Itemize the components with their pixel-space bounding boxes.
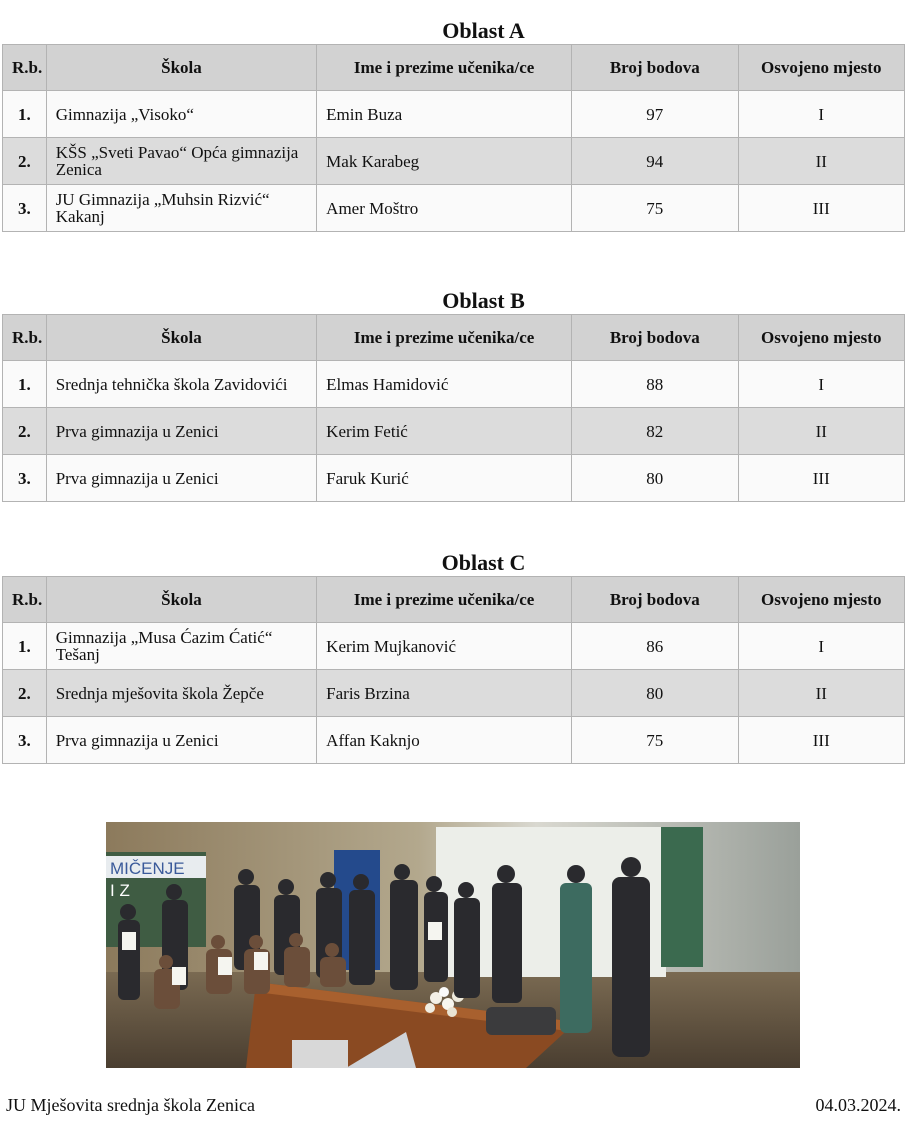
- cell-bodovi: 86: [572, 623, 738, 670]
- section-title: Oblast C: [441, 550, 526, 575]
- cell-ime: Amer Moštro: [317, 185, 572, 232]
- cell-mjesto: I: [738, 361, 905, 408]
- results-table: [2, 44, 905, 232]
- cell-rb: 3.: [3, 185, 47, 232]
- section-title: Oblast A: [442, 18, 525, 43]
- footer-date: 04.03.2024.: [815, 1095, 901, 1115]
- cell-mjesto: II: [738, 670, 905, 717]
- cell-skola: JU Gimnazija „Muhsin Rizvić“ Kakanj: [46, 185, 316, 232]
- table-header-row: [3, 45, 905, 91]
- cell-mjesto: I: [738, 91, 905, 138]
- cell-rb: 2.: [3, 138, 47, 185]
- header-bodovi: Broj bodova: [572, 45, 738, 91]
- cell-mjesto: III: [738, 717, 905, 764]
- table-header-row: [3, 577, 905, 623]
- cell-rb: 3.: [3, 717, 47, 764]
- header-bodovi: Broj bodova: [572, 577, 738, 623]
- section-title: Oblast B: [442, 288, 525, 313]
- banner-text-2: I Z: [110, 881, 130, 900]
- section-oblast-a: [2, 18, 905, 232]
- table-row: [3, 408, 905, 455]
- table-row: [3, 185, 905, 232]
- cell-ime: Faruk Kurić: [317, 455, 572, 502]
- section-oblast-c: [2, 550, 905, 764]
- table-row: [3, 91, 905, 138]
- header-rb: R.b.: [3, 577, 47, 623]
- table-row: [3, 361, 905, 408]
- cell-mjesto: III: [738, 185, 905, 232]
- header-skola: Škola: [46, 315, 316, 361]
- cell-bodovi: 75: [572, 185, 738, 232]
- header-ime: Ime i prezime učenika/ce: [317, 577, 572, 623]
- cell-ime: Affan Kaknjo: [317, 717, 572, 764]
- cell-ime: Faris Brzina: [317, 670, 572, 717]
- results-table: [2, 314, 905, 502]
- cell-skola: Srednja mješovita škola Žepče: [46, 670, 316, 717]
- header-rb: R.b.: [3, 315, 47, 361]
- header-ime: Ime i prezime učenika/ce: [317, 315, 572, 361]
- cell-mjesto: I: [738, 623, 905, 670]
- cell-skola: Gimnazija „Visoko“: [46, 91, 316, 138]
- header-ime: Ime i prezime učenika/ce: [317, 45, 572, 91]
- cell-rb: 1.: [3, 91, 47, 138]
- cell-skola: Prva gimnazija u Zenici: [46, 455, 316, 502]
- header-mjesto: Osvojeno mjesto: [738, 45, 905, 91]
- cell-rb: 2.: [3, 408, 47, 455]
- cell-rb: 1.: [3, 361, 47, 408]
- header-mjesto: Osvojeno mjesto: [738, 577, 905, 623]
- cell-bodovi: 80: [572, 670, 738, 717]
- header-skola: Škola: [46, 45, 316, 91]
- cell-skola: Prva gimnazija u Zenici: [46, 717, 316, 764]
- results-table: [2, 576, 905, 764]
- footer-school: JU Mješovita srednja škola Zenica: [6, 1095, 255, 1115]
- cell-skola: Srednja tehnička škola Zavidovići: [46, 361, 316, 408]
- table-row: [3, 138, 905, 185]
- table-row: [3, 717, 905, 764]
- table-row: [3, 670, 905, 717]
- cell-rb: 1.: [3, 623, 47, 670]
- group-photo: [106, 822, 800, 1068]
- cell-bodovi: 75: [572, 717, 738, 764]
- header-rb: R.b.: [3, 45, 47, 91]
- cell-ime: Mak Karabeg: [317, 138, 572, 185]
- cell-bodovi: 82: [572, 408, 738, 455]
- cell-mjesto: III: [738, 455, 905, 502]
- cell-bodovi: 80: [572, 455, 738, 502]
- banner-text: MIČENJE: [110, 859, 185, 878]
- group-photo-illustration: [106, 822, 800, 1068]
- table-header-row: [3, 315, 905, 361]
- cell-rb: 2.: [3, 670, 47, 717]
- cell-mjesto: II: [738, 138, 905, 185]
- cell-bodovi: 88: [572, 361, 738, 408]
- cell-rb: 3.: [3, 455, 47, 502]
- cell-ime: Elmas Hamidović: [317, 361, 572, 408]
- header-skola: Škola: [46, 577, 316, 623]
- cell-bodovi: 94: [572, 138, 738, 185]
- cell-skola: KŠS „Sveti Pavao“ Opća gimnazija Zenica: [46, 138, 316, 185]
- cell-skola: Prva gimnazija u Zenici: [46, 408, 316, 455]
- table-row: [3, 455, 905, 502]
- table-row: [3, 623, 905, 670]
- cell-ime: Emin Buza: [317, 91, 572, 138]
- header-mjesto: Osvojeno mjesto: [738, 315, 905, 361]
- cell-bodovi: 97: [572, 91, 738, 138]
- cell-ime: Kerim Fetić: [317, 408, 572, 455]
- cell-skola: Gimnazija „Musa Ćazim Ćatić“ Tešanj: [46, 623, 316, 670]
- section-oblast-b: [2, 288, 905, 502]
- cell-ime: Kerim Mujkanović: [317, 623, 572, 670]
- header-bodovi: Broj bodova: [572, 315, 738, 361]
- cell-mjesto: II: [738, 408, 905, 455]
